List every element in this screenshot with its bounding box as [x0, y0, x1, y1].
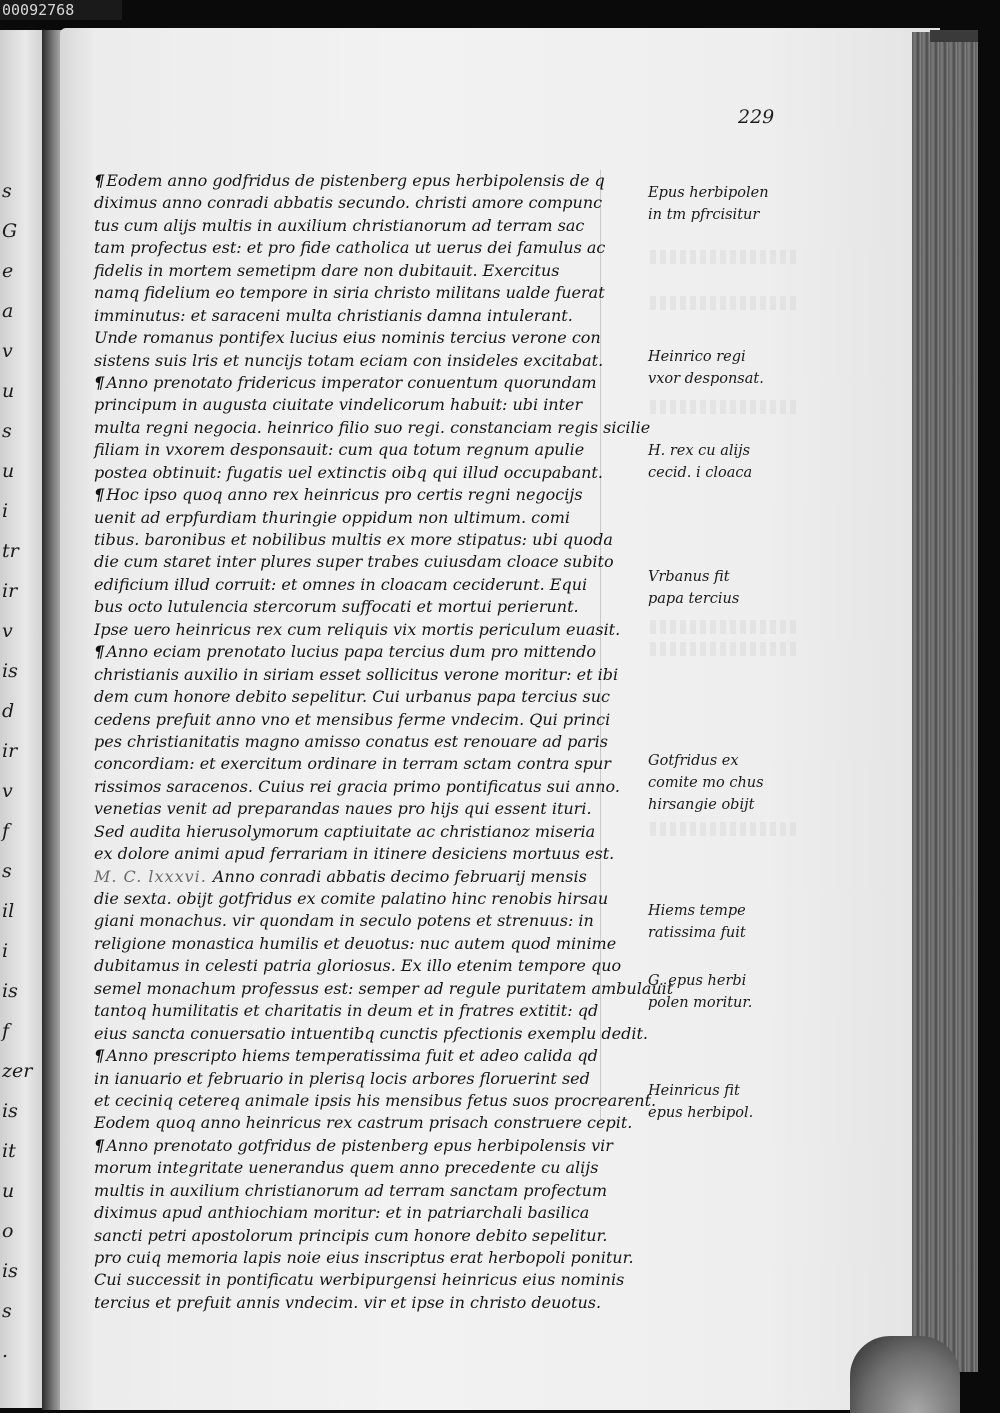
left-page-fragment: s	[2, 420, 12, 442]
left-page-fragment: f	[2, 820, 10, 842]
text-line-content: eius sancta conuersatio intuentibq cunctis pfectionis exemplu dedit.	[94, 1023, 648, 1043]
text-line	[94, 305, 600, 327]
text-line	[94, 910, 600, 932]
text-line-content: tercius et prefuit annis vndecim. vir et ipse in christo deuotus.	[94, 1292, 602, 1312]
left-page-fragment: i	[2, 500, 9, 522]
text-line-content: sancti petri apostolorum principis cum honore debito sepelitur.	[94, 1225, 608, 1245]
left-page-fragment: v	[2, 620, 13, 642]
left-page-fragment: i	[2, 940, 9, 962]
text-line-content: dem cum honore debito sepelitur. Cui urbanus papa tercius suc	[94, 687, 610, 707]
left-page-fragment: u	[2, 380, 15, 402]
text-line-content: tam profectus est: et pro fide catholica ut uerus dei famulus ac	[94, 238, 606, 258]
text-line	[94, 215, 600, 237]
text-line-content: Anno prenotato fridericus imperator conuentum quorundam	[106, 372, 597, 392]
gloss-line: polen moritur.	[648, 995, 753, 1011]
gloss-line: Vrbanus fit	[648, 569, 730, 585]
left-page-fragment: s	[2, 1300, 12, 1322]
text-line	[94, 866, 600, 888]
left-page-fragment: d	[2, 700, 15, 722]
left-page-fragment: u	[2, 1180, 15, 1202]
text-line	[94, 394, 600, 416]
marginal-gloss	[648, 566, 828, 610]
text-line-content: Anno conradi abbatis decimo februarij mensis	[212, 866, 587, 886]
text-line-content: bus octo lutulencia stercorum suffocati et mortui perierunt.	[94, 597, 579, 617]
text-line	[94, 619, 621, 641]
text-line	[94, 439, 600, 461]
text-line	[94, 507, 600, 529]
text-line-content: tus cum alijs multis in auxilium christianorum ad terram sac	[94, 215, 585, 235]
gloss-line: comite mo chus	[648, 775, 764, 791]
gloss-line: papa tercius	[648, 591, 740, 607]
text-line-content: principum in augusta ciuitate vindelicorum habuit: ubi inter	[94, 395, 583, 415]
column-ruling-line	[600, 170, 601, 1120]
left-page-fragment: v	[2, 340, 13, 362]
text-line	[94, 282, 605, 304]
left-page-fragment: e	[2, 260, 14, 282]
text-line	[94, 1068, 600, 1090]
text-line-content: Unde romanus pontifex lucius eius nominis tercius verone con	[94, 328, 601, 348]
text-line	[94, 1292, 600, 1314]
text-line	[94, 955, 622, 977]
text-line	[94, 1225, 608, 1247]
text-line-content: giani monachus. vir quondam in seculo potens et strenuus: in	[94, 911, 594, 931]
text-line-content: morum integritate uenerandus quem anno precedente cu alijs	[94, 1158, 599, 1178]
gloss-line: vxor desponsat.	[648, 371, 764, 387]
text-line-content: Eodem quoq anno heinricus rex castrum prisach construere cepit.	[94, 1113, 633, 1133]
text-line	[94, 462, 603, 484]
text-line-content: pro cuiq memoria lapis noie eius inscriptus erat herbopoli ponitur.	[94, 1248, 634, 1267]
gloss-line: H. rex cu alijs	[648, 443, 751, 459]
text-line-content: namq fidelium eo tempore in siria christo militans ualde fuerat	[94, 283, 605, 303]
left-page-fragment: a	[2, 300, 14, 322]
text-line-content: christianis auxilio in siriam esset sollicitus verone moritur: et ibi	[94, 664, 619, 684]
faint-offset-text	[650, 822, 800, 836]
folio-number: 229	[738, 106, 775, 128]
text-line-content: diximus anno conradi abbatis secundo. christi amore compunc	[94, 193, 603, 213]
text-line	[94, 350, 604, 372]
marginal-gloss	[648, 970, 828, 1014]
gloss-line: G. epus herbi	[648, 973, 747, 989]
main-text-column	[94, 170, 674, 1314]
text-line-content: filiam in vxorem desponsauit: cum qua totum regnum apulie	[94, 440, 585, 460]
text-line	[94, 237, 606, 259]
left-page-fragment: ir	[2, 740, 18, 762]
paragraph-mark: ¶	[94, 1135, 105, 1155]
text-line-content: tantoq humilitatis et charitatis in deum et in fratres extitit: qd	[94, 1001, 599, 1021]
marginal-gloss	[648, 900, 828, 944]
holder-thumb	[850, 1336, 960, 1413]
gloss-line: Epus herbipolen	[648, 185, 769, 201]
left-page-fragment: tr	[2, 540, 19, 562]
gloss-line: epus herbipol.	[648, 1105, 754, 1121]
text-line-content: Cui successit in pontificatu werbipurgensi heinricus eius nominis	[94, 1270, 625, 1290]
text-line-content: cedens prefuit anno vno et mensibus ferme vndecim. Qui princi	[94, 709, 611, 729]
gloss-line: Hiems tempe	[648, 903, 746, 919]
text-line	[94, 1180, 608, 1202]
marginal-gloss	[648, 440, 828, 484]
left-page-fragment: f	[2, 1020, 10, 1042]
gloss-line: ratissima fuit	[648, 925, 746, 941]
text-line	[94, 641, 600, 663]
text-line	[94, 776, 620, 798]
text-line	[94, 417, 651, 439]
faint-offset-text	[650, 642, 800, 656]
page-fore-edge-top	[930, 30, 978, 42]
text-line	[94, 753, 611, 775]
gloss-line: Heinricus fit	[648, 1083, 740, 1099]
paragraph-mark: ¶	[94, 642, 105, 662]
text-line	[94, 1112, 633, 1134]
text-line-content: imminutus: et saraceni multa christianis damna intulerant.	[94, 305, 573, 325]
left-page-fragment: il	[2, 900, 15, 922]
text-line	[94, 574, 600, 596]
left-page-edge	[0, 30, 42, 1408]
left-page-fragment: is	[2, 1100, 18, 1122]
faint-offset-text	[650, 400, 800, 414]
paragraph-mark: ¶	[94, 171, 105, 190]
left-page-fragment: is	[2, 980, 18, 1002]
text-line-content: Anno prenotato gotfridus de pistenberg epus herbipolensis vir	[106, 1135, 613, 1155]
page-fore-edge	[912, 32, 978, 1372]
text-line-content: tibus. baronibus et nobilibus multis ex more stipatus: ubi quoda	[94, 530, 613, 549]
text-line-content: multis in auxilium christianorum ad terram sanctam profectum	[94, 1180, 608, 1200]
gloss-line: in tm pfrcisitur	[648, 207, 760, 223]
text-line	[94, 484, 600, 506]
text-line	[94, 1247, 634, 1269]
left-page-fragment: v	[2, 780, 13, 802]
left-page-fragment: o	[2, 1220, 14, 1242]
paragraph-mark: ¶	[94, 372, 105, 392]
text-line	[94, 1157, 600, 1179]
text-line	[94, 933, 617, 955]
shelfmark-label: 00092768	[0, 0, 122, 20]
text-line	[94, 843, 615, 865]
left-page-fragment: ir	[2, 580, 18, 602]
left-page-fragment: it	[2, 1140, 16, 1162]
text-line-content: Ipse uero heinricus rex cum reliquis vix mortis periculum euasit.	[94, 619, 621, 639]
text-line	[94, 260, 600, 282]
text-line-content: fidelis in mortem semetipm dare non dubitauit. Exercitus	[94, 260, 560, 280]
text-line	[94, 1000, 600, 1022]
text-line-content: die cum staret inter plures super trabes cuiusdam cloace subito	[94, 552, 614, 572]
text-line	[94, 686, 610, 708]
gloss-line: Gotfridus ex	[648, 753, 739, 769]
text-line-content: edificium illud corruit: et omnes in cloacam ceciderunt. Equi	[94, 574, 588, 594]
marginal-gloss	[648, 750, 828, 816]
text-line	[94, 1269, 625, 1291]
text-line	[94, 596, 600, 618]
left-page-fragment: s	[2, 860, 12, 882]
text-line-content: pes christianitatis magno amisso conatus est renouare ad paris	[94, 731, 608, 751]
paragraph-mark: ¶	[94, 1046, 105, 1066]
marginal-gloss	[648, 346, 828, 390]
left-page-fragment: is	[2, 1260, 18, 1282]
text-line	[94, 1202, 600, 1224]
text-line-content: postea obtinuit: fugatis uel extinctis oibq qui illud occupabant.	[94, 462, 603, 482]
gloss-line: Heinrico regi	[648, 349, 746, 365]
text-line-content: Anno prescripto hiems temperatissima fuit et adeo calida qd	[106, 1046, 598, 1066]
marginal-gloss	[648, 1080, 828, 1124]
text-line	[94, 551, 614, 573]
text-line-content: multa regni negocia. heinrico filio suo regi. constanciam regis sicilie	[94, 417, 651, 437]
paragraph-mark: ¶	[94, 485, 105, 505]
text-line-content: sistens suis lris et nuncijs totam eciam con insideles excitabat.	[94, 350, 604, 370]
text-line	[94, 664, 619, 686]
marginal-gloss	[648, 182, 828, 226]
faint-offset-text	[650, 250, 800, 264]
text-line-content: uenit ad erpfurdiam thuringie oppidum non ultimum. comi	[94, 507, 571, 527]
left-page-fragment: is	[2, 660, 18, 682]
gloss-line: cecid. i cloaca	[648, 465, 753, 481]
text-line	[94, 170, 605, 192]
text-line	[94, 731, 608, 753]
text-line	[94, 798, 600, 820]
text-line-content: Eodem anno godfridus de pistenberg epus herbipolensis de q	[106, 171, 605, 190]
gloss-line: hirsangie obijt	[648, 797, 755, 813]
left-page-fragment: zer	[2, 1060, 33, 1082]
text-line	[94, 192, 603, 214]
left-page-fragment: G	[2, 220, 18, 242]
text-line-content: die sexta. obijt gotfridus ex comite palatino hinc renobis hirsau	[94, 889, 609, 908]
text-line-content: Anno eciam prenotato lucius papa tercius dum pro mittendo	[106, 642, 597, 662]
text-line	[94, 529, 613, 551]
text-line-content: rissimos saracenos. Cuius rei gracia primo pontificatus sui anno.	[94, 776, 620, 796]
text-line	[94, 1090, 657, 1112]
text-line	[94, 709, 611, 731]
text-line-content: diximus apud anthiochiam moritur: et in patriarchali basilica	[94, 1203, 590, 1223]
text-line	[94, 1045, 600, 1067]
text-line-content: in ianuario et februario in plerisq locis arbores floruerint sed	[94, 1068, 590, 1088]
left-page-fragment: u	[2, 460, 15, 482]
text-line	[94, 1023, 648, 1045]
text-line	[94, 327, 600, 349]
left-page-fragment: .	[2, 1340, 9, 1362]
text-line	[94, 978, 674, 1000]
text-line-content: semel monachum professus est: semper ad regule puritatem ambulauit	[94, 978, 674, 998]
text-line-content: religione monastica humilis et deuotus: nuc autem quod minime	[94, 933, 617, 953]
text-line-content: et ceciniq cetereq animale ipsis his mensibus fetus suos procrearent.	[94, 1090, 657, 1110]
text-line-content: concordiam: et exercitum ordinare in terram sctam contra spur	[94, 754, 611, 774]
faint-offset-text	[650, 620, 800, 634]
year-heading: M. C. lxxxvi.	[94, 866, 213, 886]
faint-offset-text	[650, 296, 800, 310]
text-line	[94, 821, 600, 843]
left-page-fragment: s	[2, 180, 12, 202]
text-line	[94, 888, 609, 910]
text-line-content: Hoc ipso quoq anno rex heinricus pro certis regni negocijs	[106, 485, 583, 505]
text-line-content: dubitamus in celesti patria gloriosus. Ex illo etenim tempore quo	[94, 956, 622, 976]
text-line-content: venetias venit ad preparandas naues pro hijs qui essent ituri.	[94, 799, 592, 819]
text-line-content: Sed audita hierusolymorum captiuitate ac christianoz miseria	[94, 821, 596, 841]
text-line	[94, 1135, 613, 1157]
text-line-content: ex dolore animi apud ferrariam in itinere desiciens mortuus est.	[94, 844, 615, 864]
text-line	[94, 372, 600, 394]
